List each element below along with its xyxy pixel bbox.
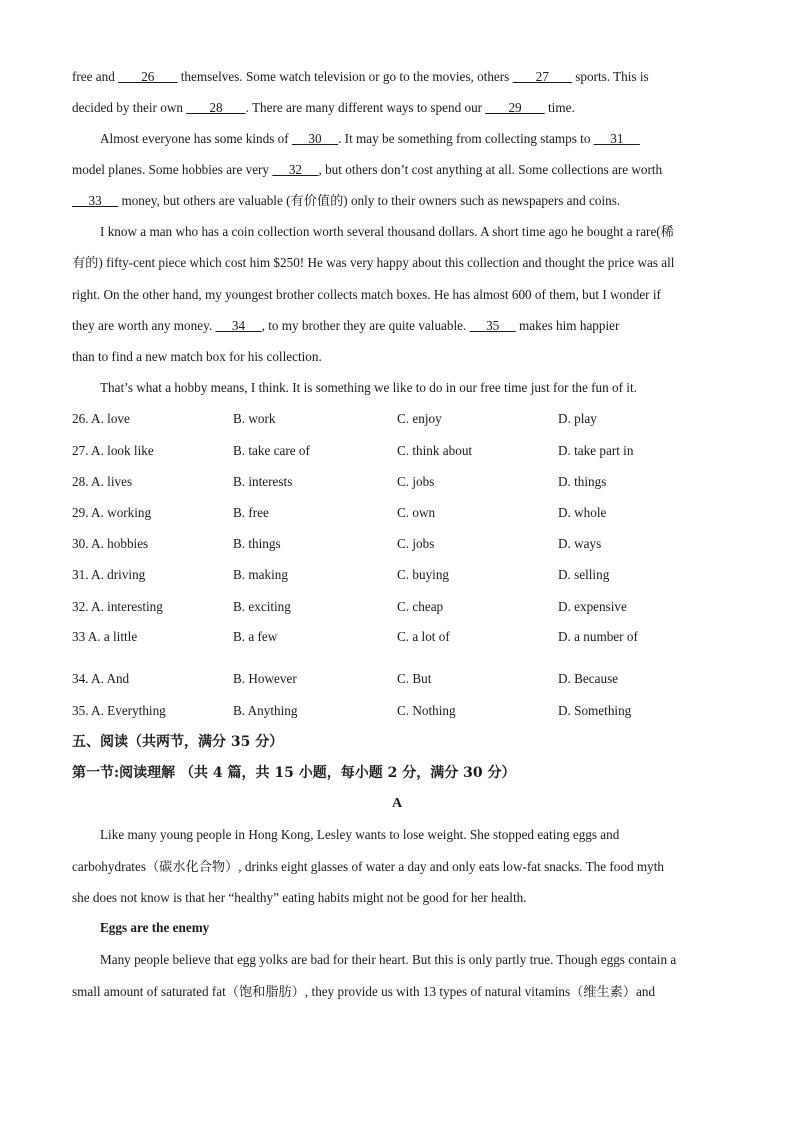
option-d: D. take part in	[558, 443, 634, 458]
option-c: C. own	[397, 505, 436, 520]
reading-line-4: Many people believe that egg yolks are bad for their heart. But this is only partly true. Though eggs contain a	[100, 952, 677, 967]
option-d: D. Something	[558, 703, 632, 718]
option-d: D. ways	[558, 536, 602, 551]
option-b: B. However	[233, 671, 297, 686]
section-title: 五、阅读（共两节，满分 35 分）	[72, 734, 284, 750]
option-c: C. think about	[397, 443, 473, 458]
blank-30: 30	[291, 131, 339, 146]
option-b: B. a few	[233, 629, 278, 644]
option-a: 34. A. And	[72, 671, 130, 686]
option-a: 29. A. working	[72, 505, 152, 520]
blank-34: 34	[215, 318, 262, 333]
reading-line-5: small amount of saturated fat（饱和脂肪）, they provide us with 13 types of natural vitamins（维生素）and	[72, 984, 656, 999]
blank-35: 35	[469, 318, 516, 333]
blank-27: 27	[512, 69, 572, 84]
option-c: C. But	[397, 671, 432, 686]
option-b: B. Anything	[233, 703, 298, 718]
option-d: D. expensive	[558, 599, 627, 614]
option-b: B. work	[233, 411, 276, 426]
option-b: B. exciting	[233, 599, 291, 614]
blank-28: 28	[186, 100, 246, 115]
option-b: B. making	[233, 567, 288, 582]
reading-line-2: carbohydrates（碳水化合物）, drinks eight glasses of water a day and only eats low-fat snacks. The food myth	[72, 859, 664, 874]
blank-31: 31	[593, 131, 640, 146]
option-c: C. buying	[397, 567, 450, 582]
option-b: B. interests	[233, 474, 293, 489]
passage-line-7: 有的) fifty-cent piece which cost him $250! He was very happy about this collection and thought the price was all	[72, 255, 675, 270]
option-a: 32. A. interesting	[72, 599, 163, 614]
reading-subhead: Eggs are the enemy	[100, 920, 210, 935]
option-d: D. Because	[558, 671, 619, 686]
option-c: C. Nothing	[397, 703, 456, 718]
blank-29: 29	[485, 100, 545, 115]
blank-26: 26	[118, 69, 178, 84]
reading-line-1: Like many young people in Hong Kong, Lesley wants to lose weight. She stopped eating eggs and	[100, 827, 620, 842]
option-a: 31. A. driving	[72, 567, 146, 582]
option-c: C. jobs	[397, 536, 435, 551]
passage-line-8: right. On the other hand, my youngest brother collects match boxes. He has almost 600 of them, but I wonder if	[72, 287, 661, 302]
passage-line-2: decided by their own 28 . There are many different ways to spend our 29 time.	[72, 100, 575, 115]
option-a: 26. A. love	[72, 411, 130, 426]
option-a: 30. A. hobbies	[72, 536, 149, 551]
passage-label: A	[391, 796, 403, 811]
passage-line-6: I know a man who has a coin collection worth several thousand dollars. A short time ago he bought a rare(稀	[100, 224, 674, 239]
option-b: B. take care of	[233, 443, 310, 458]
blank-33: 33	[72, 193, 119, 208]
passage-line-5: 33 money, but others are valuable (有价值的) only to their owners such as newspapers and coins.	[72, 193, 621, 208]
subsection-title: 第一节:阅读理解 （共 4 篇，共 15 小题，每小题 2 分，满分 30 分）	[72, 765, 516, 781]
option-c: C. a lot of	[397, 629, 450, 644]
passage-line-10: than to find a new match box for his collection.	[72, 349, 322, 364]
option-b: B. things	[233, 536, 281, 551]
option-c: C. enjoy	[397, 411, 442, 426]
option-a: 35. A. Everything	[72, 703, 166, 718]
option-a: 33 A. a little	[72, 629, 138, 644]
option-c: C. jobs	[397, 474, 435, 489]
option-d: D. things	[558, 474, 607, 489]
passage-line-1: free and 26 themselves. Some watch television or go to the movies, others 27 sports. This is	[72, 69, 649, 84]
option-d: D. play	[558, 411, 597, 426]
option-d: D. selling	[558, 567, 610, 582]
reading-line-3: she does not know is that her “healthy” eating habits might not be good for her health.	[72, 890, 527, 905]
option-b: B. free	[233, 505, 269, 520]
option-c: C. cheap	[397, 599, 444, 614]
passage-line-11: That’s what a hobby means, I think. It is something we like to do in our free time just for the fun of it.	[100, 380, 637, 395]
passage-line-4: model planes. Some hobbies are very 32 , but others don’t cost anything at all. Some collections are worth	[72, 162, 663, 177]
option-d: D. a number of	[558, 629, 638, 644]
option-a: 28. A. lives	[72, 474, 133, 489]
passage-line-9: they are worth any money. 34 , to my brother they are quite valuable. 35 makes him happier	[72, 318, 620, 333]
passage-line-3: Almost everyone has some kinds of 30 . It may be something from collecting stamps to 31	[100, 131, 640, 146]
blank-32: 32	[272, 162, 319, 177]
option-d: D. whole	[558, 505, 607, 520]
option-a: 27. A. look like	[72, 443, 154, 458]
